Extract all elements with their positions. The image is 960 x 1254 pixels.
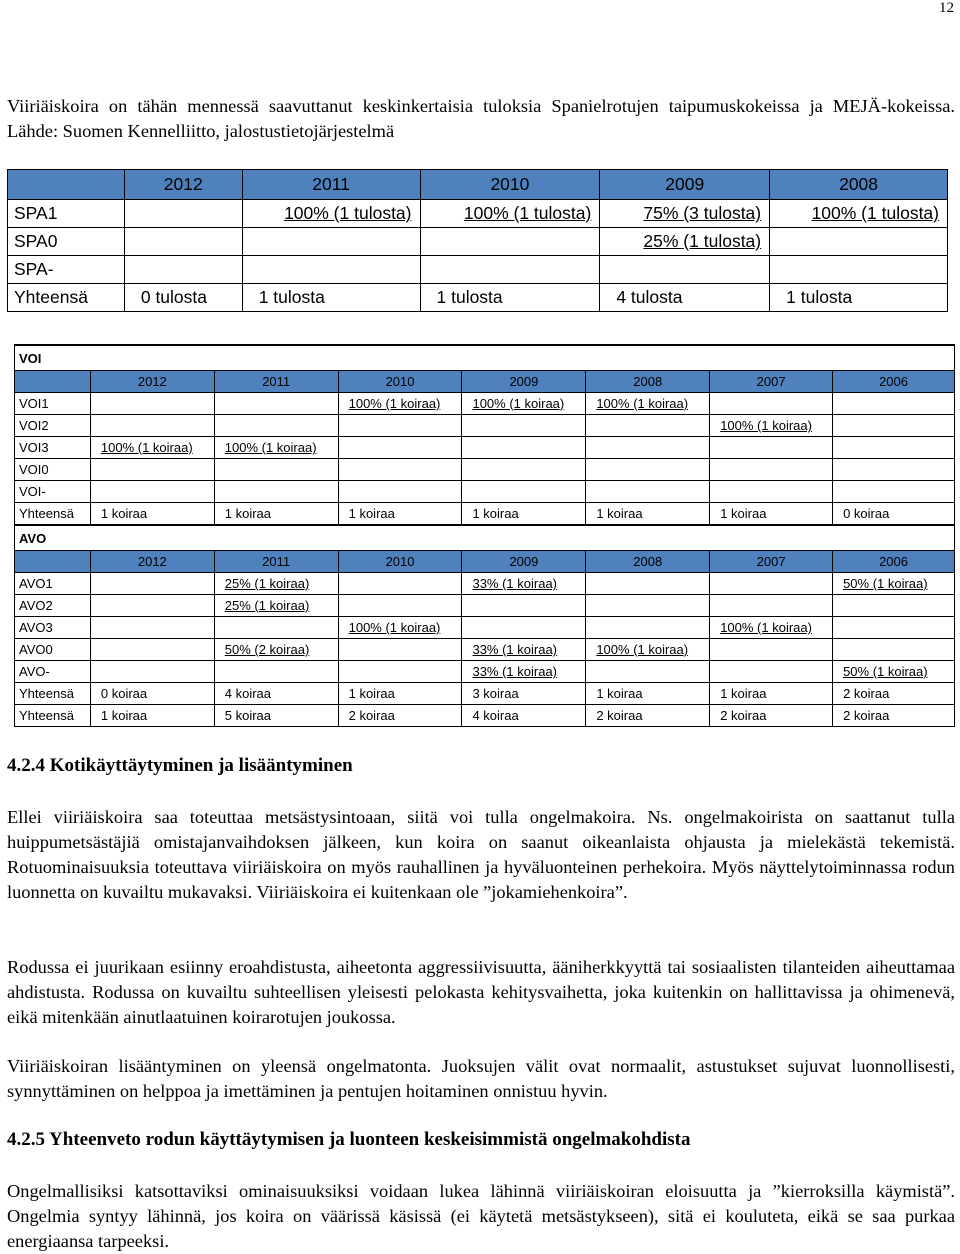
table-cell: 4 tulosta: [600, 284, 770, 312]
voi-year-header: 2006: [833, 371, 955, 393]
table-cell: [833, 595, 955, 617]
table-cell: 75% (3 tulosta): [600, 200, 770, 228]
table-cell: 0 tulosta: [124, 284, 242, 312]
table-cell: 100% (1 tulosta): [242, 200, 420, 228]
row-label: VOI0: [15, 459, 91, 481]
table-cell: 25% (1 koiraa): [214, 573, 338, 595]
row-label: Yhteensä: [15, 683, 91, 705]
table-cell: [710, 393, 833, 415]
table-cell: [833, 481, 955, 503]
voi-year-header: 2011: [214, 371, 338, 393]
table-cell: [214, 393, 338, 415]
avo-year-header: 2007: [710, 551, 833, 573]
table-cell: [214, 481, 338, 503]
section-4-2-4-paragraph-3: Viiriäiskoiran lisääntyminen on yleensä ongelmatonta. Juoksujen välit ovat normaalit, astustukset sujuvat luonnollisesti, synnyttäminen on helppoa ja imettäminen ja pentujen hoitaminen onnistuu hyvin.: [7, 1056, 955, 1101]
spa-row-spa0: [8, 228, 948, 256]
avo-row-total: [15, 683, 955, 705]
table-cell: 25% (1 tulosta): [600, 228, 770, 256]
table-cell: 33% (1 koiraa): [462, 639, 586, 661]
table-cell: [90, 459, 214, 481]
table-cell: 2 koiraa: [710, 705, 833, 727]
table-cell: [338, 639, 462, 661]
row-label: VOI-: [15, 481, 91, 503]
table-cell: [833, 639, 955, 661]
row-label: Yhteensä: [15, 705, 91, 727]
table-cell: [90, 639, 214, 661]
table-cell: [710, 661, 833, 683]
table-cell: [710, 459, 833, 481]
table-cell: [462, 595, 586, 617]
avo-year-header: 2010: [338, 551, 462, 573]
section-4-2-5-paragraph-1: Ongelmallisiksi katsottaviksi ominaisuuksiksi voidaan lukea lähinnä viiriäiskoiran eloisuutta ja ”kierroksilla käymistä”. Ongelmia syntyy lähinnä, jos koira on väärissä käsissä (ei käytetä metsästykseen), sitä ei kouluteta, eikä se saa purkaa energiaansa tarpeeksi.: [7, 1181, 955, 1251]
table-cell: [242, 228, 420, 256]
page-number: 12: [939, 0, 954, 16]
table-cell: [242, 256, 420, 284]
row-label: VOI2: [15, 415, 91, 437]
table-cell: 2 koiraa: [586, 705, 710, 727]
table-cell: [90, 573, 214, 595]
spa-corner-cell: [8, 170, 125, 200]
table-cell: 1 koiraa: [462, 503, 586, 526]
table-cell: [710, 595, 833, 617]
table-cell: [586, 437, 710, 459]
voi-row-total: [15, 503, 955, 526]
avo-row-total-2: [15, 705, 955, 727]
table-cell: 100% (1 koiraa): [710, 617, 833, 639]
table-cell: [338, 459, 462, 481]
spa-year-header: 2009: [600, 170, 770, 200]
table-cell: 100% (1 koiraa): [90, 437, 214, 459]
row-label: AVO-: [15, 661, 91, 683]
table-cell: [833, 437, 955, 459]
table-cell: [586, 415, 710, 437]
table-cell: [770, 228, 948, 256]
voi-year-header: 2008: [586, 371, 710, 393]
table-cell: [420, 256, 600, 284]
table-cell: 1 koiraa: [214, 503, 338, 526]
avo-corner-cell: [15, 551, 91, 573]
avo-row-avo-minus: [15, 661, 955, 683]
table-cell: [586, 481, 710, 503]
section-heading-4-2-5: 4.2.5 Yhteenveto rodun käyttäytymisen ja luonteen keskeisimmistä ongelmakohdista: [7, 1129, 691, 1150]
voi-year-header: 2012: [90, 371, 214, 393]
row-label: Yhteensä: [15, 503, 91, 526]
table-cell: [214, 617, 338, 639]
table-cell: 100% (1 koiraa): [586, 639, 710, 661]
table-cell: [710, 437, 833, 459]
table-cell: [462, 459, 586, 481]
table-cell: [586, 573, 710, 595]
table-cell: 1 koiraa: [338, 683, 462, 705]
spa-results-table: [7, 169, 948, 312]
voi-row-voi1: [15, 393, 955, 415]
row-label: Yhteensä: [8, 284, 125, 312]
spa-header-row: [8, 170, 948, 200]
spa-year-header: 2011: [242, 170, 420, 200]
table-cell: [600, 256, 770, 284]
table-cell: 100% (1 koiraa): [710, 415, 833, 437]
spa-year-header: 2010: [420, 170, 600, 200]
table-cell: 1 tulosta: [420, 284, 600, 312]
table-cell: 1 koiraa: [90, 503, 214, 526]
spa-row-total: [8, 284, 948, 312]
table-cell: [214, 415, 338, 437]
table-cell: [214, 459, 338, 481]
table-cell: [833, 617, 955, 639]
row-label: AVO2: [15, 595, 91, 617]
table-cell: 1 koiraa: [710, 683, 833, 705]
table-cell: 1 koiraa: [710, 503, 833, 526]
table-cell: 100% (1 tulosta): [420, 200, 600, 228]
spa-row-spa1: [8, 200, 948, 228]
table-cell: [124, 200, 242, 228]
voi-section-title: VOI: [15, 345, 955, 371]
table-cell: 2 koiraa: [833, 705, 955, 727]
table-cell: 33% (1 koiraa): [462, 573, 586, 595]
table-cell: 50% (1 koiraa): [833, 661, 955, 683]
avo-row-avo3: [15, 617, 955, 639]
voi-year-header: 2010: [338, 371, 462, 393]
table-cell: 1 koiraa: [586, 503, 710, 526]
spa-year-header: 2008: [770, 170, 948, 200]
table-cell: [338, 481, 462, 503]
table-cell: [338, 595, 462, 617]
table-cell: 100% (1 koiraa): [462, 393, 586, 415]
table-cell: 100% (1 tulosta): [770, 200, 948, 228]
table-cell: 1 koiraa: [586, 683, 710, 705]
table-cell: 1 koiraa: [90, 705, 214, 727]
table-cell: [833, 393, 955, 415]
row-label: SPA0: [8, 228, 125, 256]
voi-row-voi0: [15, 459, 955, 481]
table-cell: [586, 617, 710, 639]
row-label: SPA1: [8, 200, 125, 228]
table-cell: [462, 437, 586, 459]
voi-row-voi2: [15, 415, 955, 437]
table-cell: 2 koiraa: [833, 683, 955, 705]
table-cell: 50% (2 koiraa): [214, 639, 338, 661]
avo-year-header: 2012: [90, 551, 214, 573]
table-cell: 33% (1 koiraa): [462, 661, 586, 683]
voi-header-row: [15, 371, 955, 393]
avo-row-avo1: [15, 573, 955, 595]
table-cell: 2 koiraa: [338, 705, 462, 727]
table-cell: [462, 481, 586, 503]
table-cell: [833, 459, 955, 481]
avo-header-row: [15, 551, 955, 573]
table-cell: [124, 256, 242, 284]
table-cell: [833, 415, 955, 437]
avo-row-avo2: [15, 595, 955, 617]
table-cell: [90, 481, 214, 503]
table-cell: [124, 228, 242, 256]
table-cell: 100% (1 koiraa): [338, 617, 462, 639]
table-cell: [90, 617, 214, 639]
row-label: AVO3: [15, 617, 91, 639]
section-4-2-4-paragraph-1: Ellei viiriäiskoira saa toteuttaa metsästysintoaan, siitä voi tulla ongelmakoira. Ns. ongelmakoirista on saattanut tulla huippumetsästäjiä omistajanvaihdoksen jälkeen, kun koira on saanut oikeanlaista ohjausta ja mielekästä tekemistä. Rotuominaisuuksia toteuttava viiriäiskoira on myös rauhallinen ja hyväluonteinen perhekoira. Myös näyttelytoiminnassa rodun luonnetta on kuvailtu mukavaksi. Viiriäiskoira ei kuitenkaan ole ”jokamiehenkoira”.: [7, 807, 955, 902]
table-cell: [462, 617, 586, 639]
voi-year-header: 2009: [462, 371, 586, 393]
table-cell: 100% (1 koiraa): [338, 393, 462, 415]
row-label: VOI3: [15, 437, 91, 459]
row-label: AVO1: [15, 573, 91, 595]
table-cell: 3 koiraa: [462, 683, 586, 705]
table-cell: [710, 481, 833, 503]
table-cell: 4 koiraa: [214, 683, 338, 705]
table-cell: [586, 661, 710, 683]
table-cell: [710, 639, 833, 661]
table-cell: 50% (1 koiraa): [833, 573, 955, 595]
table-cell: [90, 415, 214, 437]
table-cell: [462, 415, 586, 437]
table-cell: 100% (1 koiraa): [586, 393, 710, 415]
table-cell: [90, 661, 214, 683]
table-cell: [420, 228, 600, 256]
table-cell: [214, 661, 338, 683]
table-cell: [586, 459, 710, 481]
table-cell: [710, 573, 833, 595]
row-label: AVO0: [15, 639, 91, 661]
table-cell: 4 koiraa: [462, 705, 586, 727]
table-cell: [338, 573, 462, 595]
voi-row-voi3: [15, 437, 955, 459]
avo-year-header: 2011: [214, 551, 338, 573]
table-cell: [770, 256, 948, 284]
table-cell: 25% (1 koiraa): [214, 595, 338, 617]
table-cell: 0 koiraa: [833, 503, 955, 526]
row-label: VOI1: [15, 393, 91, 415]
avo-section-title: AVO: [15, 525, 955, 551]
table-cell: 1 koiraa: [338, 503, 462, 526]
table-cell: 100% (1 koiraa): [214, 437, 338, 459]
table-cell: [338, 437, 462, 459]
voi-year-header: 2007: [710, 371, 833, 393]
spa-year-header: 2012: [124, 170, 242, 200]
section-heading-4-2-4: 4.2.4 Kotikäyttäytyminen ja lisääntyminen: [7, 755, 353, 776]
avo-year-header: 2009: [462, 551, 586, 573]
intro-paragraph: Viiriäiskoira on tähän mennessä saavuttanut keskinkertaisia tuloksia Spanielrotujen taipumuskokeissa ja MEJÄ-kokeissa. Lähde: Suomen Kennelliitto, jalostustietojärjestelmä: [7, 96, 955, 141]
avo-year-header: 2008: [586, 551, 710, 573]
voi-row-voi-minus: [15, 481, 955, 503]
voi-corner-cell: [15, 371, 91, 393]
section-4-2-4-paragraph-2: Rodussa ei juurikaan esiinny eroahdistusta, aiheetonta aggressiivisuutta, ääniherkkyyttä tai sosiaalisten tilanteiden aiheuttamaa ahdistusta. Rodussa on kuvailtu suhteellisen yleisesti pelokasta kehitysvaihetta, joka kuitenkin on hallittavissa ja ohimenevä, eikä mitenkään ainutlaatuinen koirarotujen joukossa.: [7, 957, 955, 1027]
avo-row-avo0: [15, 639, 955, 661]
spa-row-spa-minus: [8, 256, 948, 284]
row-label: SPA-: [8, 256, 125, 284]
table-cell: [338, 415, 462, 437]
table-cell: 0 koiraa: [90, 683, 214, 705]
table-cell: 1 tulosta: [242, 284, 420, 312]
table-cell: [338, 661, 462, 683]
voi-avo-results-table: [14, 344, 955, 727]
table-cell: 1 tulosta: [770, 284, 948, 312]
table-cell: [90, 595, 214, 617]
avo-year-header: 2006: [833, 551, 955, 573]
table-cell: [586, 595, 710, 617]
table-cell: 5 koiraa: [214, 705, 338, 727]
table-cell: [90, 393, 214, 415]
